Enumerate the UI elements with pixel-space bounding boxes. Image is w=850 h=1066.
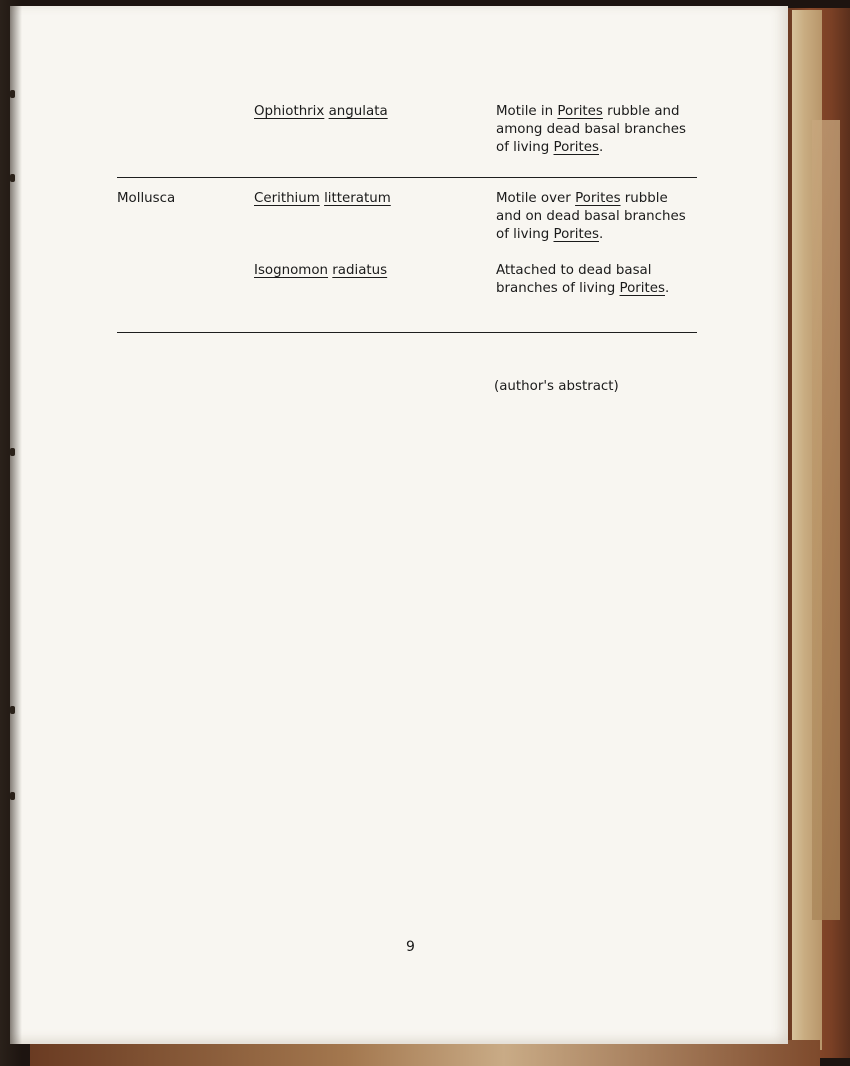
species-name — [254, 190, 391, 209]
table-bottom-rule — [117, 332, 697, 333]
epithet: radiatus — [332, 263, 388, 278]
species-name — [254, 103, 388, 122]
page-gutter-shadow — [0, 0, 22, 1066]
species-name — [254, 262, 387, 281]
document-page — [10, 6, 788, 1044]
habitat-line: of living Porites. — [496, 227, 604, 242]
habitat-line: of living Porites. — [496, 140, 604, 155]
phylum-label: Mollusca — [117, 191, 176, 206]
genus: Cerithium — [254, 191, 320, 206]
genus: Ophiothrix — [254, 104, 325, 119]
habitat-line: among dead basal branches — [496, 122, 687, 137]
page-number: 9 — [406, 939, 415, 955]
epithet: litteratum — [324, 191, 391, 206]
habitat-line: and on dead basal branches — [496, 209, 686, 224]
table-divider — [117, 177, 697, 178]
genus: Isognomon — [254, 263, 329, 278]
epithet: angulata — [328, 104, 388, 119]
habitat-line: Attached to dead basal — [496, 263, 652, 278]
worn-cover-edge — [812, 120, 840, 920]
habitat-line: Motile in Porites rubble and — [496, 104, 680, 119]
abstract-attribution: (author's abstract) — [494, 379, 619, 394]
habitat-line: branches of living Porites. — [496, 281, 670, 296]
habitat-line: Motile over Porites rubble — [496, 191, 668, 206]
